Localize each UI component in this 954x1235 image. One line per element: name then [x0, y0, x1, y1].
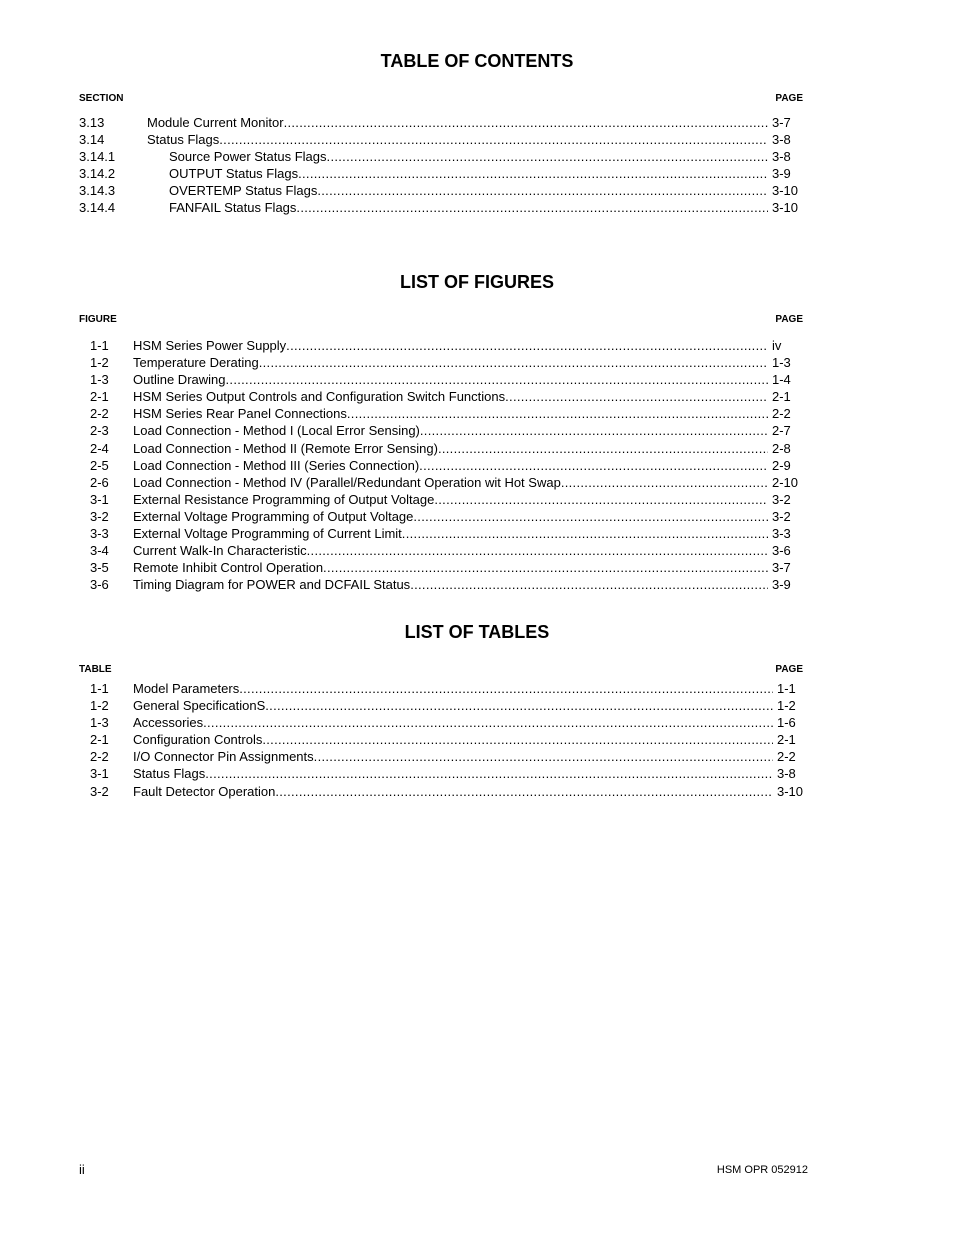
entry-leader-line — [133, 337, 808, 354]
figures-page-label: PAGE — [775, 314, 803, 325]
entry-leader-line — [133, 765, 808, 782]
dot-leader — [323, 559, 768, 576]
entry-leader-line — [133, 680, 808, 697]
entry-leader-line — [133, 457, 808, 474]
entry-title: Configuration Controls — [133, 732, 263, 748]
entry-title: Module Current Monitor — [147, 115, 284, 130]
entry-number: 3.14.2 — [79, 166, 116, 182]
list-item[interactable] — [79, 182, 808, 199]
entry-page: 3-8 — [772, 149, 791, 165]
entry-leader-line — [133, 422, 808, 439]
entry-title: Load Connection - Method II (Remote Error Sensing) — [133, 440, 438, 456]
dot-leader — [327, 148, 768, 165]
figures-list — [79, 337, 808, 593]
list-item[interactable] — [79, 371, 808, 388]
entry-title: General SpecificationS — [133, 698, 266, 714]
entry-number: 3.14.1 — [79, 149, 116, 165]
entry-page: 1-6 — [777, 715, 796, 731]
entry-number: 3-4 — [90, 543, 109, 559]
entry-page: 3-9 — [772, 166, 791, 182]
dot-leader — [262, 731, 773, 748]
entry-page: 3-6 — [772, 543, 791, 559]
tables-table-label: TABLE — [79, 664, 112, 675]
entry-title: HSM Series Power Supply — [133, 338, 287, 353]
entry-leader-line — [133, 697, 808, 714]
footer-doc-id: HSM OPR 052912 — [716, 1164, 808, 1176]
toc-section-label: SECTION — [79, 93, 124, 104]
entry-leader-line — [133, 542, 808, 559]
dot-leader — [307, 542, 768, 559]
list-item[interactable] — [79, 165, 808, 182]
entry-page: 1-1 — [777, 681, 796, 696]
list-item[interactable] — [79, 714, 808, 731]
dot-leader — [410, 576, 768, 593]
figures-figure-label: FIGURE — [79, 314, 117, 325]
entry-page: 1-3 — [772, 355, 791, 371]
list-item[interactable] — [79, 491, 808, 508]
list-item[interactable] — [79, 457, 808, 474]
entry-number: 1-1 — [90, 681, 109, 696]
entry-number: 2-2 — [90, 749, 109, 765]
list-item[interactable] — [79, 148, 808, 165]
entry-leader-line — [133, 576, 808, 593]
entry-title: External Voltage Programming of Current Limit — [133, 526, 402, 542]
entry-number: 2-6 — [90, 474, 109, 490]
figures-column-header — [79, 314, 803, 328]
entry-page: 3-7 — [772, 115, 791, 130]
toc-list — [79, 114, 808, 217]
entry-title: FANFAIL Status Flags — [169, 200, 297, 216]
entry-title: Remote Inhibit Control Operation — [133, 560, 324, 576]
tables-page-label: PAGE — [775, 664, 803, 675]
list-item[interactable] — [79, 783, 808, 800]
toc-column-header — [79, 93, 803, 107]
list-item[interactable] — [79, 680, 808, 697]
entry-title: Status Flags — [133, 766, 206, 782]
entry-title: Load Connection - Method IV (Parallel/Redundant Operation wit Hot Swap — [133, 474, 561, 490]
list-item[interactable] — [79, 508, 808, 525]
entry-number: 3.14.4 — [79, 200, 116, 216]
entry-page: 2-7 — [772, 423, 791, 439]
entry-leader-line — [133, 731, 808, 748]
entry-page: 1-2 — [777, 698, 796, 714]
entry-title: Outline Drawing — [133, 372, 226, 388]
list-item[interactable] — [79, 388, 808, 405]
entry-number: 1-2 — [90, 355, 109, 371]
dot-leader — [203, 714, 773, 731]
list-item[interactable] — [79, 731, 808, 748]
dot-leader — [314, 748, 773, 765]
entry-page: 3-7 — [772, 560, 791, 576]
list-item[interactable] — [79, 559, 808, 576]
entry-leader-line — [169, 182, 808, 199]
entry-number: 3.13 — [79, 115, 105, 130]
dot-leader — [438, 440, 768, 457]
entry-leader-line — [133, 559, 808, 576]
entry-title: HSM Series Rear Panel Connections — [133, 406, 347, 422]
entry-page: 3-9 — [772, 577, 791, 593]
entry-number: 3-1 — [90, 491, 109, 507]
entry-leader-line — [133, 354, 808, 371]
entry-page: 3-2 — [772, 508, 791, 524]
entry-leader-line — [147, 114, 808, 131]
entry-title: Status Flags — [147, 132, 220, 148]
entry-page: 3-2 — [772, 491, 791, 507]
entry-title: OUTPUT Status Flags — [169, 166, 299, 182]
entry-page: iv — [772, 338, 782, 353]
dot-leader — [413, 508, 768, 525]
entry-number: 3-5 — [90, 560, 109, 576]
entry-page: 2-1 — [777, 732, 796, 748]
list-item[interactable] — [79, 440, 808, 457]
dot-leader — [347, 405, 768, 422]
dot-leader — [420, 422, 768, 439]
tables-heading: LIST OF TABLES — [404, 622, 550, 642]
dot-leader — [226, 371, 769, 388]
dot-leader — [402, 525, 768, 542]
entry-number: 2-3 — [90, 423, 109, 439]
dot-leader — [205, 765, 773, 782]
entry-title: I/O Connector Pin Assignments — [133, 749, 314, 765]
list-item[interactable] — [79, 542, 808, 559]
list-item[interactable] — [79, 199, 808, 216]
dot-leader — [284, 114, 768, 131]
list-item[interactable] — [79, 114, 808, 131]
entry-number: 3-3 — [90, 526, 109, 542]
entry-leader-line — [133, 474, 808, 491]
entry-leader-line — [133, 525, 808, 542]
list-item[interactable] — [79, 405, 808, 422]
tables-column-header — [79, 664, 803, 678]
dot-leader — [296, 199, 768, 216]
entry-page: 3-3 — [772, 526, 791, 542]
entry-title: External Resistance Programming of Output Voltage — [133, 491, 435, 507]
entry-title: Load Connection - Method III (Series Connection) — [133, 457, 420, 473]
entry-title: Model Parameters — [133, 681, 240, 696]
dot-leader — [219, 131, 768, 148]
list-item[interactable] — [79, 337, 808, 354]
list-item[interactable] — [79, 765, 808, 782]
dot-leader — [239, 680, 773, 697]
entry-title: Timing Diagram for POWER and DCFAIL Status — [133, 577, 411, 593]
entry-title: HSM Series Output Controls and Configuration Switch Functions — [133, 389, 506, 405]
entry-number: 1-2 — [90, 698, 109, 714]
entry-number: 2-5 — [90, 457, 109, 473]
entry-number: 2-1 — [90, 389, 109, 405]
entry-title: Accessories — [133, 715, 204, 731]
dot-leader — [561, 474, 768, 491]
entry-page: 2-2 — [777, 749, 796, 765]
entry-page: 2-8 — [772, 440, 791, 456]
dot-leader — [265, 697, 773, 714]
list-item[interactable] — [79, 576, 808, 593]
entry-page: 1-4 — [772, 372, 791, 388]
toc-page-label: PAGE — [775, 93, 803, 104]
entry-title: Current Walk-In Characteristic — [133, 543, 307, 559]
entry-number: 1-1 — [90, 338, 109, 353]
entry-number: 3.14 — [79, 132, 105, 148]
toc-heading: TABLE OF CONTENTS — [380, 51, 574, 71]
entry-page: 3-10 — [777, 783, 804, 799]
entry-page: 3-10 — [772, 200, 799, 216]
entry-title: External Voltage Programming of Output Voltage — [133, 508, 414, 524]
entry-title: Source Power Status Flags — [169, 149, 327, 165]
entry-number: 3-2 — [90, 783, 109, 799]
entry-leader-line — [133, 405, 808, 422]
entry-title: Temperature Derating — [133, 355, 259, 371]
dot-leader — [275, 783, 773, 800]
list-item[interactable] — [79, 422, 808, 439]
list-item[interactable] — [79, 474, 808, 491]
entry-page: 2-9 — [772, 457, 791, 473]
dot-leader — [259, 354, 768, 371]
list-item[interactable] — [79, 525, 808, 542]
dot-leader — [317, 182, 768, 199]
entry-number: 2-1 — [90, 732, 109, 748]
entry-page: 3-8 — [772, 132, 791, 148]
list-item[interactable] — [79, 748, 808, 765]
entry-number: 3-1 — [90, 766, 109, 782]
entry-page: 3-10 — [772, 183, 799, 199]
entry-leader-line — [133, 440, 808, 457]
dot-leader — [419, 457, 768, 474]
entry-leader-line — [133, 748, 808, 765]
entry-leader-line — [133, 491, 808, 508]
entry-page: 3-8 — [777, 766, 796, 782]
dot-leader — [286, 337, 768, 354]
entry-leader-line — [169, 199, 808, 216]
entry-title: Load Connection - Method I (Local Error Sensing) — [133, 423, 420, 439]
entry-leader-line — [133, 388, 808, 405]
entry-leader-line — [133, 783, 808, 800]
list-item[interactable] — [79, 697, 808, 714]
entry-leader-line — [133, 714, 808, 731]
entry-number: 1-3 — [90, 715, 109, 731]
figures-heading: LIST OF FIGURES — [399, 272, 554, 292]
entry-leader-line — [133, 371, 808, 388]
entry-page: 2-1 — [772, 389, 791, 405]
entry-leader-line — [133, 508, 808, 525]
entry-number: 3-6 — [90, 577, 109, 593]
entry-title: OVERTEMP Status Flags — [169, 183, 318, 199]
entry-number: 3-2 — [90, 508, 109, 524]
entry-leader-line — [147, 131, 808, 148]
entry-page: 2-10 — [772, 474, 799, 490]
list-item[interactable] — [79, 354, 808, 371]
list-item[interactable] — [79, 131, 808, 148]
entry-number: 2-2 — [90, 406, 109, 422]
entry-title: Fault Detector Operation — [133, 783, 276, 799]
dot-leader — [505, 388, 768, 405]
entry-leader-line — [169, 165, 808, 182]
entry-leader-line — [169, 148, 808, 165]
footer-page-number: ii — [79, 1162, 85, 1177]
entry-number: 1-3 — [90, 372, 109, 388]
entry-page: 2-2 — [772, 406, 791, 422]
dot-leader — [298, 165, 768, 182]
dot-leader — [434, 491, 768, 508]
entry-number: 2-4 — [90, 440, 109, 456]
entry-number: 3.14.3 — [79, 183, 116, 199]
tables-list — [79, 680, 808, 800]
